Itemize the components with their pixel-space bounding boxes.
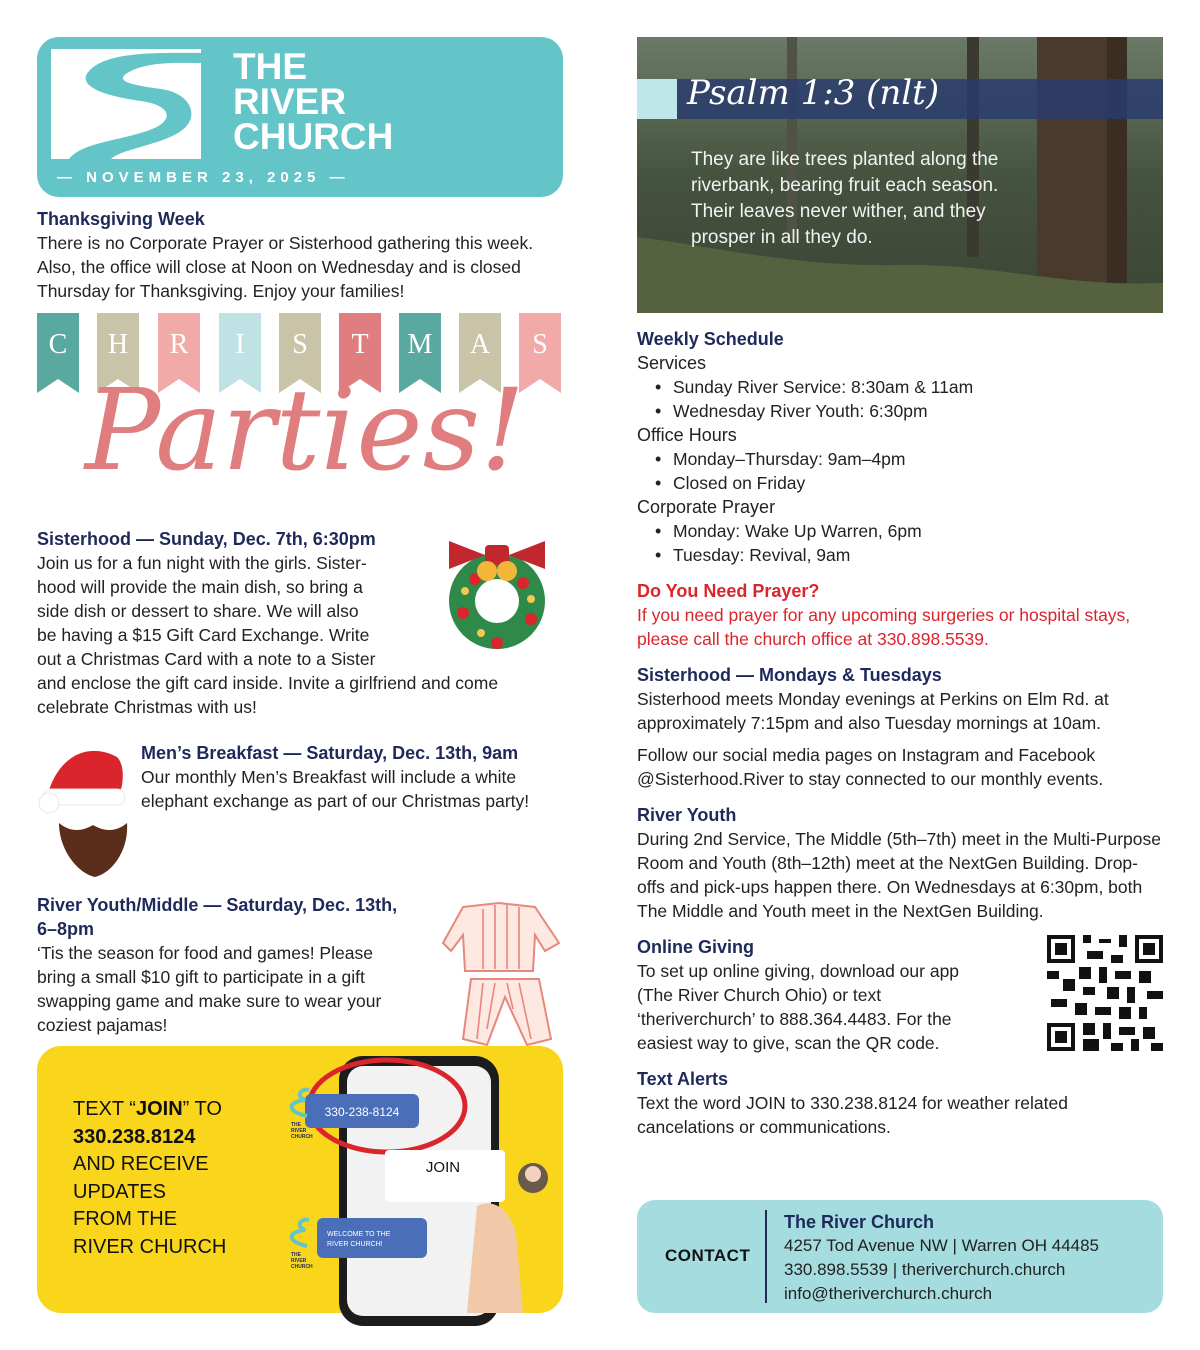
contact-label: CONTACT (665, 1246, 751, 1265)
logo-line: CHURCH (233, 116, 394, 157)
body-line: celebrate Christmas with us! (37, 697, 257, 717)
mini-logo-line: RIVER (291, 1128, 307, 1134)
parties-script-text: Parties! (84, 366, 526, 496)
text-join-card (37, 1046, 563, 1313)
body-line: side dish or dessert to share. We will also (37, 601, 359, 621)
contact-card (637, 1200, 1163, 1313)
psalm-accent-tab (637, 79, 677, 119)
online-giving-section (637, 935, 1163, 1055)
masthead (37, 37, 563, 197)
sisterhood-social-body: Follow our social media pages on Instagram and Facebook @Sisterhood.River to stay connected to our monthly events. (637, 745, 1104, 789)
mini-logo-line: CHURCH (291, 1134, 313, 1140)
left-column (37, 37, 563, 1270)
body-line: Join us for a fun night with the girls. Sister- (37, 553, 367, 573)
parties-script-title (84, 339, 526, 499)
river-youth-body: During 2nd Service, The Middle (5th–7th) meet in the Multi-Purpose Room and Youth (8th–12th) meet at the NextGen Building. Drop-offs and pick-ups happen there. On Wednesdays at 6:30pm, both The Middle and Youth meet in the NextGen Building. (637, 829, 1161, 921)
title-line: 6–8pm (37, 919, 95, 939)
youth-event (37, 893, 563, 1037)
schedule-group-title: Services (637, 353, 707, 373)
river-logo-icon (51, 49, 223, 159)
pennant-letter: T (351, 329, 369, 360)
title-line: River Youth/Middle — Saturday, Dec. 13th, (37, 895, 398, 915)
body-line: and enclose the gift card inside. Invite a girlfriend and come (37, 673, 499, 693)
phone-illustration (247, 1046, 563, 1313)
join-line: RIVER CHURCH (73, 1235, 227, 1258)
body-line: (The River Church Ohio) or text (637, 985, 882, 1005)
weekly-schedule (637, 327, 1163, 567)
verse-line: riverbank, bearing fruit each season. (691, 175, 999, 196)
river-youth-title: River Youth (637, 805, 737, 825)
body-line: swapping game and make sure to wear your (37, 991, 382, 1011)
contact-name: The River Church (784, 1212, 935, 1232)
sisterhood-event (37, 527, 563, 719)
body-line: easiest way to give, scan the QR code. (637, 1033, 940, 1053)
wreath-icon (435, 521, 563, 655)
verse-line: Their leaves never wither, and they (691, 201, 986, 222)
pennant-letter: M (407, 329, 433, 360)
schedule-item: • Closed on Friday (655, 471, 1163, 495)
body-line: ‘theriverchurch’ to 888.364.4483. For the (637, 1009, 952, 1029)
pennant-letter: I (235, 329, 245, 360)
join-line: UPDATES (73, 1180, 166, 1203)
giving-title: Online Giving (637, 937, 755, 957)
schedule-item: • Tuesday: Revival, 9am (655, 543, 1163, 567)
schedule-list (637, 519, 1163, 567)
pennant-letter: S (532, 329, 548, 360)
santa-hat-beard-icon (37, 737, 133, 879)
pennant-letter: R (169, 329, 189, 360)
verse-line: They are like trees planted along the (691, 149, 999, 170)
join-number (73, 1124, 226, 1152)
issue-date: — NOVEMBER 23, 2025 — (57, 169, 350, 186)
mini-logo-line: RIVER (291, 1258, 307, 1264)
pennant-letter: H (107, 329, 129, 360)
psalm-card (637, 37, 1163, 313)
join-line: FROM THE (73, 1208, 178, 1230)
prayer-title: Do You Need Prayer? (637, 581, 820, 601)
prayer-body: If you need prayer for any upcoming surgeries or hospital stays, please call the church office at 330.898.5539. (637, 605, 1131, 649)
thanksgiving-section (37, 207, 563, 303)
join-post: ” TO (182, 1098, 222, 1120)
pennant-flag (519, 313, 561, 393)
river-youth-section (637, 803, 1163, 923)
schedule-group-title: Corporate Prayer (637, 497, 776, 517)
body-line: ‘Tis the season for food and games! Please (37, 943, 373, 963)
schedule-list (637, 447, 1163, 495)
alerts-title: Text Alerts (637, 1069, 729, 1089)
contact-address: 4257 Tod Avenue NW | Warren OH 44485 (784, 1236, 1100, 1255)
contact-details (784, 1210, 1099, 1306)
body-line: hood will provide the main dish, so bring a (37, 577, 363, 597)
logo-line: THE (233, 46, 307, 87)
join-keyword: JOIN (135, 1098, 183, 1120)
psalm-title: Psalm 1:3 (nlt) (687, 73, 940, 113)
pajamas-icon (443, 899, 563, 1049)
join-line (73, 1096, 226, 1124)
contact-divider (765, 1210, 767, 1303)
mini-logo-line: THE (291, 1252, 301, 1258)
join-pre: TEXT “ (73, 1098, 136, 1120)
schedule-item: • Wednesday River Youth: 6:30pm (655, 399, 1163, 423)
body-line: bring a small $10 gift to participate in a gift (37, 967, 365, 987)
bubble-join: JOIN (425, 1159, 461, 1176)
right-column (637, 37, 1163, 1303)
join-line: AND RECEIVE (73, 1153, 209, 1175)
prayer-section (637, 579, 1163, 651)
pennant-letter: S (292, 329, 308, 360)
join-number-text: 330.238.8124 (73, 1125, 196, 1148)
psalm-verse (691, 147, 1091, 251)
thanksgiving-title: Thanksgiving Week (37, 209, 205, 229)
join-promo-text (73, 1096, 226, 1261)
christmas-parties-banner (37, 313, 563, 513)
bubble-welcome-line2: RIVER CHURCH! (327, 1241, 383, 1248)
contact-phone-website[interactable]: 330.898.5539 | theriverchurch.church (784, 1260, 1066, 1279)
mens-breakfast-event (37, 741, 563, 871)
schedule-item: • Sunday River Service: 8:30am & 11am (655, 375, 1163, 399)
logo-wordmark (233, 46, 394, 157)
schedule-item: • Monday: Wake Up Warren, 6pm (655, 519, 1163, 543)
sisterhood-event-title: Sisterhood — Sunday, Dec. 7th, 6:30pm (37, 529, 376, 549)
mens-breakfast-title: Men’s Breakfast — Saturday, Dec. 13th, 9am (141, 743, 519, 763)
pennant-letter: C (48, 329, 68, 360)
schedule-item: • Monday–Thursday: 9am–4pm (655, 447, 1163, 471)
sisterhood-weekly-body: Sisterhood meets Monday evenings at Perkins on Elm Rd. at approximately 7:15pm and also Tuesday mornings at 10am. (637, 689, 1109, 733)
bubble-welcome-line1: WELCOME TO THE (327, 1231, 391, 1238)
verse-line: prosper in all they do. (691, 227, 873, 248)
body-line: coziest pajamas! (37, 1015, 168, 1035)
body-line: To set up online giving, download our app (637, 961, 960, 981)
body-line: out a Christmas Card with a note to a Sister (37, 649, 376, 669)
sisterhood-weekly-section (637, 663, 1163, 791)
pennant-flag (37, 313, 79, 393)
mens-breakfast-body: Our monthly Men’s Breakfast will include a white elephant exchange as part of our Christmas party! (141, 767, 530, 811)
schedule-group-title: Office Hours (637, 425, 737, 445)
body-line: be having a $15 Gift Card Exchange. Write (37, 625, 370, 645)
sisterhood-weekly-title: Sisterhood — Mondays & Tuesdays (637, 665, 942, 685)
mini-logo-line: THE (291, 1122, 301, 1128)
text-alerts-section (637, 1067, 1163, 1139)
contact-email[interactable]: info@theriverchurch.church (784, 1284, 993, 1303)
mini-logo-line: CHURCH (291, 1264, 313, 1270)
thanksgiving-body: There is no Corporate Prayer or Sisterhood gathering this week. Also, the office will close at Noon on Wednesday and is closed Thursday for Thanksgiving. Enjoy your families! (37, 233, 534, 301)
qr-code-icon[interactable] (1047, 935, 1163, 1051)
bubble-number: 330-238-8124 (324, 1105, 400, 1119)
schedule-title: Weekly Schedule (637, 329, 784, 349)
logo-line: RIVER (233, 81, 347, 122)
pennant-letter: A (469, 329, 491, 360)
schedule-list (637, 375, 1163, 423)
alerts-body: Text the word JOIN to 330.238.8124 for weather related cancelations or communications. (637, 1093, 1068, 1137)
